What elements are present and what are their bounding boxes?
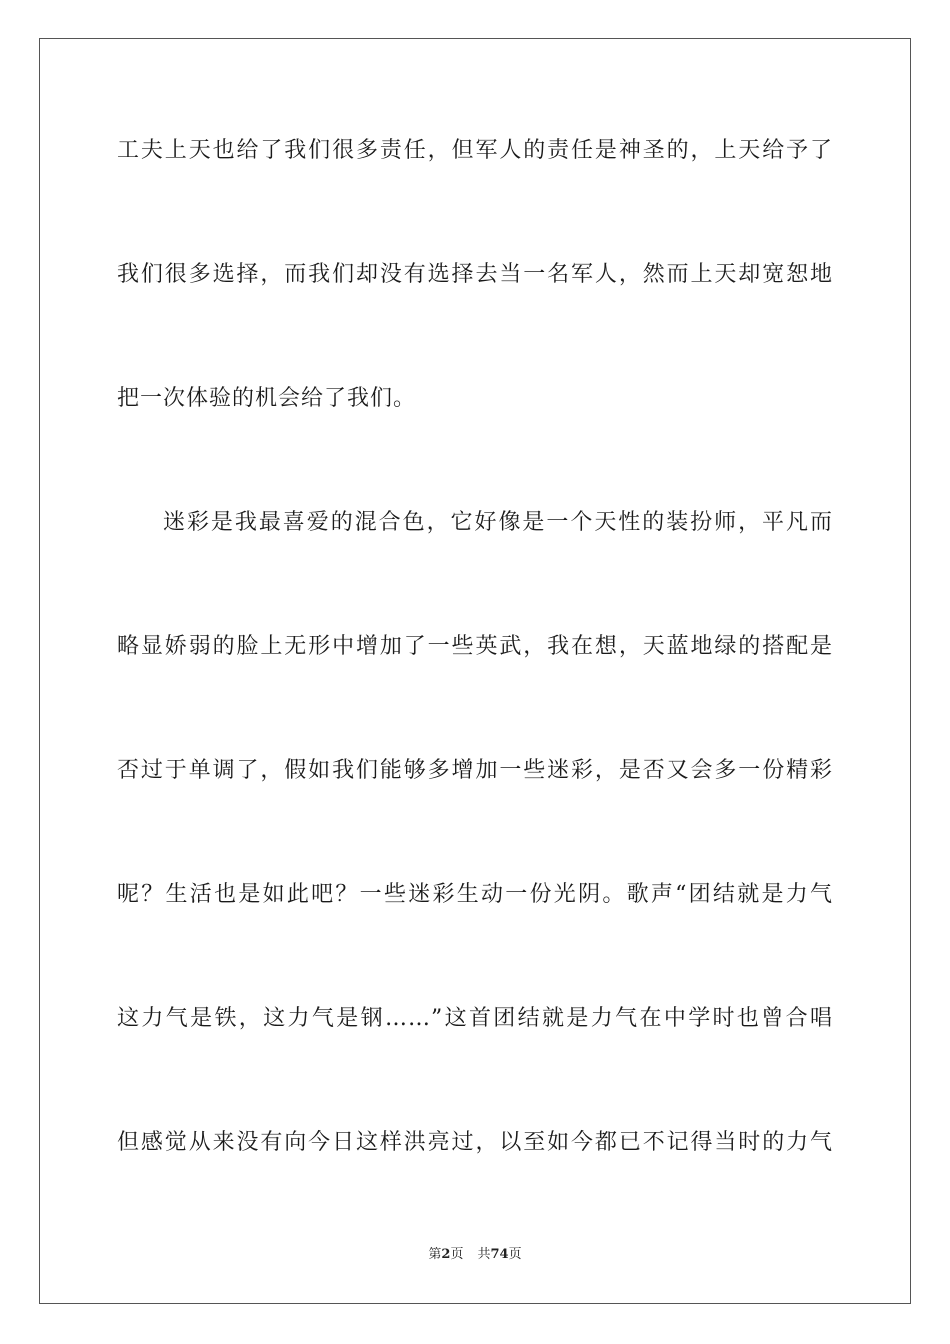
text-line-9: 但感觉从来没有向今日这样洪亮过，以至如今都已不记得当时的力气 [117,1130,833,1155]
total-label-prefix: 共 [477,1247,491,1262]
text-line-1: 工夫上天也给了我们很多责任，但军人的责任是神圣的，上天给予了 [117,138,833,163]
text-line-8: 这力气是铁，这力气是钢……”这首团结就是力气在中学时也曾合唱 [117,1006,833,1031]
text-line-6: 否过于单调了，假如我们能够多增加一些迷彩，是否又会多一份精彩 [117,758,833,783]
text-line-4: 迷彩是我最喜爱的混合色，它好像是一个天性的装扮师，平凡而 [163,510,833,535]
page-label-prefix: 第 [428,1247,442,1262]
page-border [39,38,911,1304]
total-pages: 74 [490,1247,509,1262]
text-line-2: 我们很多选择，而我们却没有选择去当一名军人，然而上天却宽恕地 [117,262,833,287]
total-label-suffix: 页 [508,1247,522,1262]
text-line-7: 呢？生活也是如此吧？一些迷彩生动一份光阴。歌声“团结就是力气 [117,882,833,907]
page-number: 2 [441,1247,451,1262]
page-footer [0,1246,950,1264]
text-line-5: 略显娇弱的脸上无形中增加了一些英武，我在想，天蓝地绿的搭配是 [117,634,833,659]
text-line-3: 把一次体验的机会给了我们。 [117,386,417,411]
page-label-suffix: 页 [450,1247,464,1262]
